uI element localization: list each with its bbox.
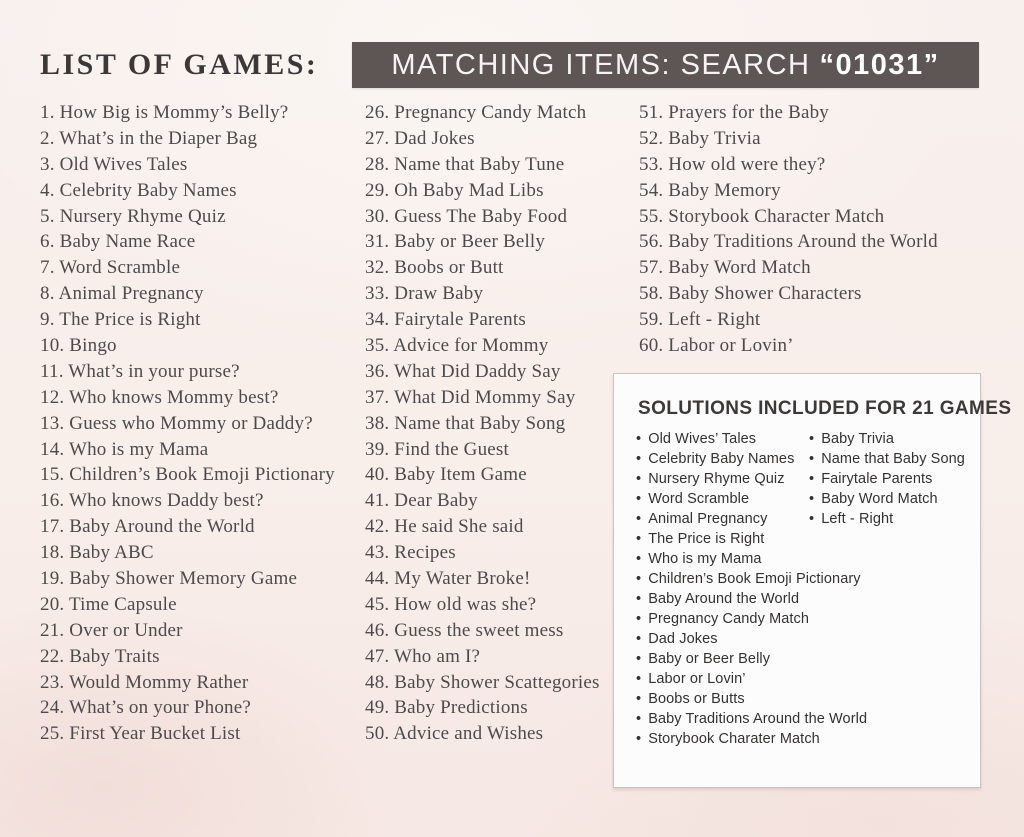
game-list-item: 35. Advice for Mommy [365,335,549,357]
game-list-item: 44. My Water Broke! [365,568,531,590]
game-list-item: 15. Children’s Book Emoji Pictionary [40,464,335,486]
game-list-item: 2. What’s in the Diaper Bag [40,127,258,149]
games-list-column-1 [40,100,335,747]
solution-list-item: • Baby Word Match [809,489,965,509]
solution-list-item: • Baby Trivia [809,429,965,449]
game-list-item: 12. Who knows Mommy best? [40,386,279,408]
game-list-item: 16. Who knows Daddy best? [40,490,264,512]
game-list-item: 57. Baby Word Match [639,257,811,279]
solutions-title: SOLUTIONS INCLUDED FOR 21 GAMES [638,398,1012,419]
game-list-item: 30. Guess The Baby Food [365,205,568,227]
solution-list-item: • Pregnancy Candy Match [636,609,867,629]
game-list-item: 22. Baby Traits [40,645,160,667]
game-list-item: 52. Baby Trivia [639,127,761,149]
game-list-item: 28. Name that Baby Tune [365,153,565,175]
solution-list-item: • Celebrity Baby Names [636,449,867,469]
solution-list-item: • Dad Jokes [636,629,867,649]
game-list-item: 51. Prayers for the Baby [639,102,830,123]
solution-list-item: • Storybook Charater Match [636,729,867,749]
solutions-list-column-2 [809,429,965,529]
game-list-item: 7. Word Scramble [40,257,181,279]
game-list-item: 58. Baby Shower Characters [639,283,862,305]
game-list-item: 42. He said She said [365,516,524,538]
solution-list-item: • The Price is Right [636,529,867,549]
game-list-item: 38. Name that Baby Song [365,412,566,434]
banner-text: MATCHING ITEMS: SEARCH [391,48,811,81]
game-list-item: 60. Labor or Lovin’ [639,335,794,357]
game-list-item: 55. Storybook Character Match [639,205,885,227]
solution-list-item: • Who is my Mama [636,549,867,569]
game-list-item: 39. Find the Guest [365,438,509,460]
game-list-item: 31. Baby or Beer Belly [365,231,546,253]
banner-search-code: “01031” [819,48,940,81]
game-list-item: 37. What Did Mommy Say [365,386,576,408]
game-list-item: 29. Oh Baby Mad Libs [365,179,544,201]
game-list-item: 8. Animal Pregnancy [40,283,204,305]
solution-list-item: • Labor or Lovin’ [636,669,867,689]
game-list-item: 25. First Year Bucket List [40,723,241,745]
game-list-item: 32. Boobs or Butt [365,257,504,279]
game-list-item: 50. Advice and Wishes [365,723,544,745]
game-list-item: 14. Who is my Mama [40,438,209,460]
games-list-column-3 [639,100,938,359]
solution-list-item: • Old Wives’ Tales [636,429,867,449]
game-list-item: 1. How Big is Mommy’s Belly? [40,102,289,123]
game-list-item: 21. Over or Under [40,619,183,641]
game-list-item: 59. Left - Right [639,309,761,331]
game-list-item: 26. Pregnancy Candy Match [365,102,587,123]
game-list-item: 24. What’s on your Phone? [40,697,251,719]
game-list-item: 33. Draw Baby [365,283,484,305]
solution-list-item: • Baby or Beer Belly [636,649,867,669]
game-list-item: 3. Old Wives Tales [40,153,188,175]
solution-list-item: • Boobs or Butts [636,689,867,709]
game-list-item: 41. Dear Baby [365,490,478,512]
game-list-item: 54. Baby Memory [639,179,781,201]
solution-list-item: • Animal Pregnancy [636,509,867,529]
game-list-item: 17. Baby Around the World [40,516,255,538]
game-list-item: 27. Dad Jokes [365,127,475,149]
game-list-item: 4. Celebrity Baby Names [40,179,237,201]
solutions-box [613,373,1012,788]
game-list-item: 5. Nursery Rhyme Quiz [40,205,226,227]
game-list-item: 36. What Did Daddy Say [365,360,561,382]
solution-list-item: • Baby Traditions Around the World [636,709,867,729]
game-list-item: 9. The Price is Right [40,309,201,331]
page-title: LIST OF GAMES: [40,48,319,81]
matching-items-banner [352,42,979,88]
game-list-item: 10. Bingo [40,335,117,357]
game-list-item: 23. Would Mommy Rather [40,671,249,693]
game-list-item: 6. Baby Name Race [40,231,196,253]
solution-list-item: • Fairytale Parents [809,469,965,489]
solution-list-item: • Name that Baby Song [809,449,965,469]
solution-list-item: • Children’s Book Emoji Pictionary [636,569,867,589]
game-list-item: 45. How old was she? [365,593,537,615]
game-list-item: 53. How old were they? [639,153,826,175]
game-list-item: 40. Baby Item Game [365,464,527,486]
game-list-item: 48. Baby Shower Scattegories [365,671,600,693]
game-list-item: 19. Baby Shower Memory Game [40,568,298,590]
game-list-item: 11. What’s in your purse? [40,360,240,382]
solution-list-item: • Word Scramble [636,489,867,509]
game-list-item: 13. Guess who Mommy or Daddy? [40,412,313,434]
game-list-item: 47. Who am I? [365,645,481,667]
game-list-item: 46. Guess the sweet mess [365,619,564,641]
game-list-item: 20. Time Capsule [40,593,177,615]
game-list-item: 49. Baby Predictions [365,697,528,719]
solution-list-item: • Baby Around the World [636,589,867,609]
games-list-column-2 [365,100,600,747]
solution-list-item: • Nursery Rhyme Quiz [636,469,867,489]
solution-list-item: • Left - Right [809,509,965,529]
game-list-item: 18. Baby ABC [40,542,154,564]
game-list-item: 56. Baby Traditions Around the World [639,231,938,253]
game-list-item: 34. Fairytale Parents [365,309,526,331]
game-list-item: 43. Recipes [365,542,456,564]
